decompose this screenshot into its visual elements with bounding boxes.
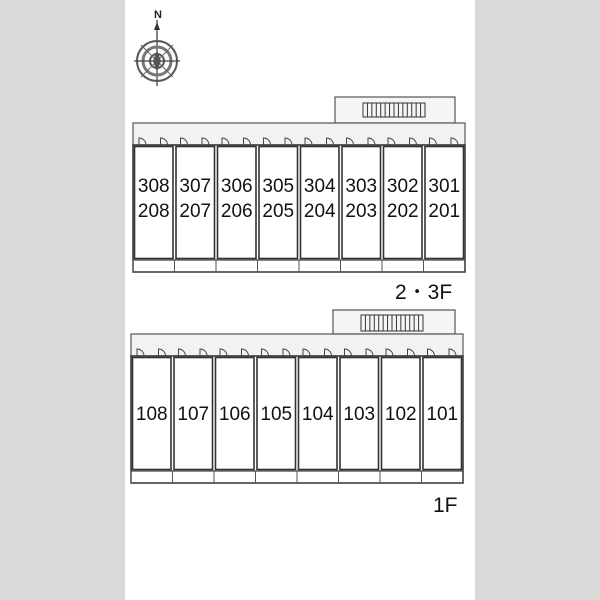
lower-unit-number: 102 xyxy=(384,404,417,425)
upper-building xyxy=(133,97,465,272)
upper-unit xyxy=(424,138,464,272)
upper-staircase xyxy=(363,103,425,117)
north-label: N xyxy=(154,9,162,21)
lower-unit xyxy=(380,349,420,483)
upper-unit-number-upper: 308 xyxy=(137,176,170,197)
upper-unit xyxy=(299,138,339,272)
upper-unit xyxy=(175,138,215,272)
lower-unit xyxy=(422,349,462,483)
lower-building xyxy=(131,310,463,483)
upper-unit-number-upper: 301 xyxy=(428,176,461,197)
upper-unit-number-lower: 208 xyxy=(137,201,170,222)
upper-unit-number-upper: 302 xyxy=(386,176,419,197)
lower-unit-number: 104 xyxy=(301,404,334,425)
upper-unit-number-upper: 305 xyxy=(262,176,295,197)
upper-unit-number-lower: 203 xyxy=(345,201,378,222)
upper-unit-number-lower: 204 xyxy=(303,201,336,222)
upper-unit xyxy=(258,138,298,272)
lower-unit xyxy=(214,349,254,483)
lower-unit-number: 106 xyxy=(218,404,251,425)
upper-unit-number-lower: 206 xyxy=(220,201,253,222)
upper-stair-tower xyxy=(335,97,455,123)
lower-unit xyxy=(339,349,379,483)
lower-unit xyxy=(256,349,296,483)
lower-unit-number: 107 xyxy=(177,404,210,425)
upper-unit-number-lower: 205 xyxy=(262,201,295,222)
upper-unit-number-upper: 303 xyxy=(345,176,378,197)
lower-unit xyxy=(173,349,213,483)
lower-stair-tower xyxy=(333,310,455,334)
lower-unit xyxy=(131,349,171,483)
upper-unit-number-upper: 304 xyxy=(303,176,336,197)
compass-icon xyxy=(134,9,180,86)
lower-unit-number: 105 xyxy=(260,404,293,425)
upper-unit-number-lower: 201 xyxy=(428,201,461,222)
upper-unit xyxy=(341,138,381,272)
lower-unit-number: 101 xyxy=(426,404,459,425)
upper-unit xyxy=(382,138,422,272)
upper-unit xyxy=(216,138,256,272)
lower-floor-label: 1F xyxy=(433,494,458,517)
upper-unit xyxy=(133,138,173,272)
lower-unit-number: 103 xyxy=(343,404,376,425)
upper-unit-number-upper: 306 xyxy=(220,176,253,197)
upper-floor-label: 2・3F xyxy=(395,281,453,304)
upper-unit-number-upper: 307 xyxy=(179,176,212,197)
lower-unit-number: 108 xyxy=(135,404,168,425)
lower-unit xyxy=(297,349,337,483)
lower-staircase xyxy=(361,315,423,331)
upper-unit-number-lower: 202 xyxy=(386,201,419,222)
upper-unit-number-lower: 207 xyxy=(179,201,212,222)
